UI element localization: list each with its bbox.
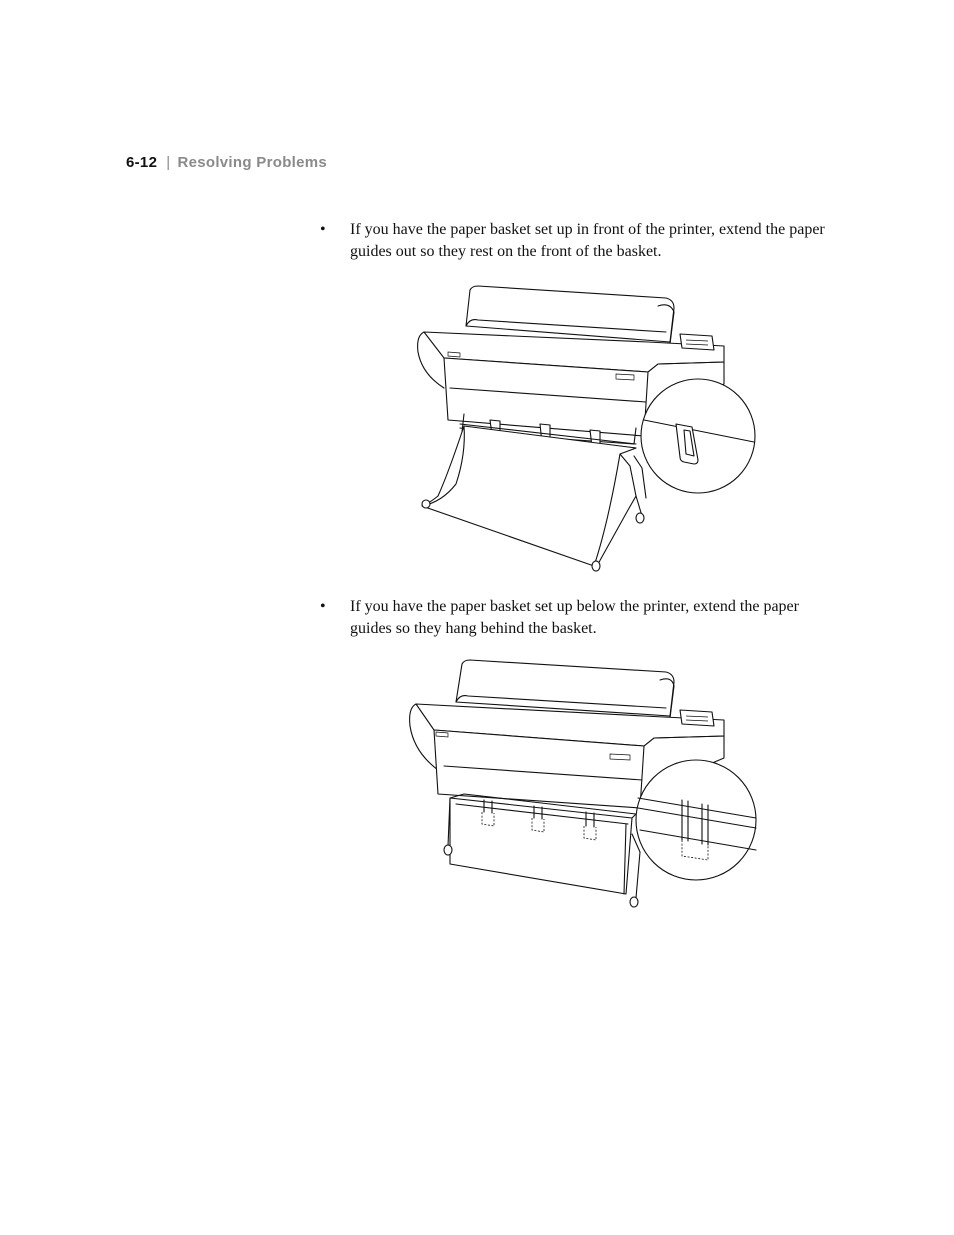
- printer-basket-front-illustration: [408, 284, 760, 576]
- bullet-icon: •: [320, 598, 326, 615]
- bullet-text: If you have the paper basket set up in front of the printer, extend the paper guides out so they rest on the front of the basket.: [350, 221, 825, 260]
- bullet-icon: •: [320, 221, 326, 238]
- printer-basket-below-illustration: [404, 658, 762, 910]
- section-title: Resolving Problems: [177, 154, 328, 171]
- bullet-text: If you have the paper basket set up below the printer, extend the paper guides so they hang behind the basket.: [350, 598, 799, 637]
- header-separator: |: [166, 154, 171, 171]
- page-number: 6-12: [126, 154, 158, 171]
- running-header: [126, 154, 327, 171]
